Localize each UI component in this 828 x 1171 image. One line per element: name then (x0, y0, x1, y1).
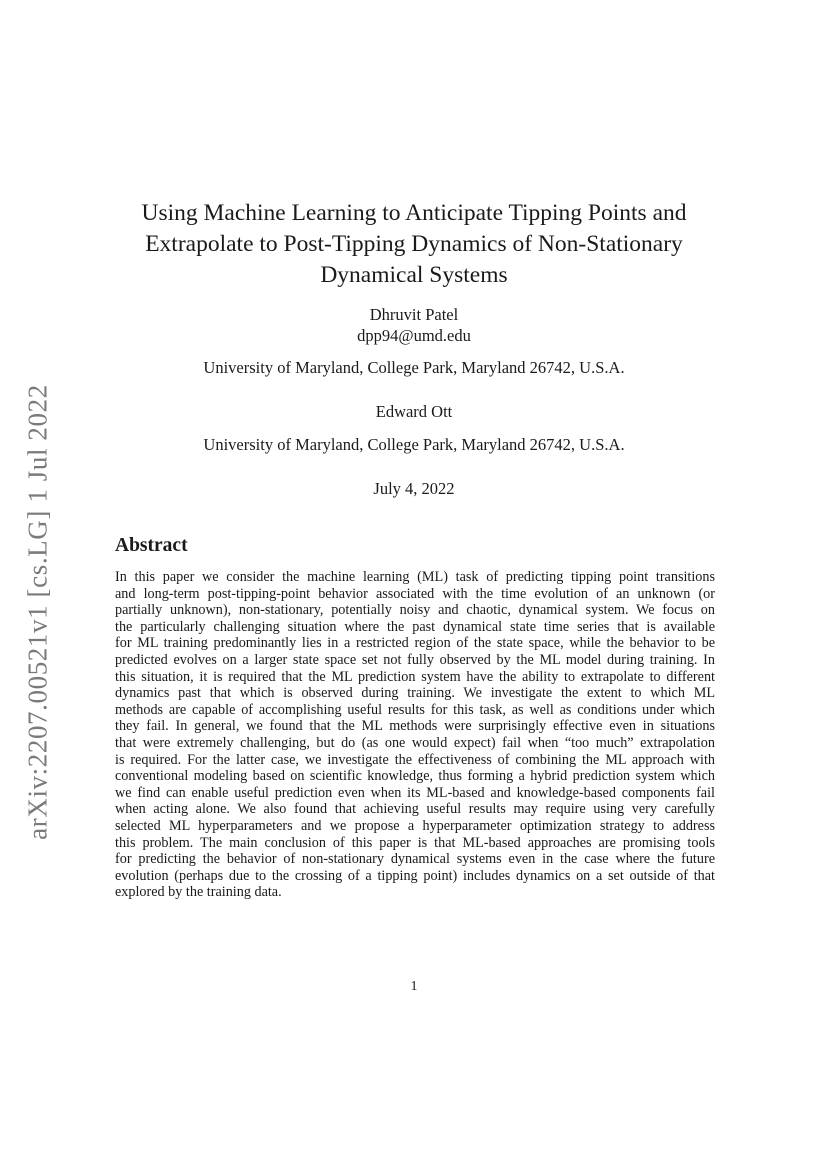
paper-title (114, 198, 714, 291)
abstract-line: that were extremely challenging, but do (as one would expect) fail when “too much” extrapolation (115, 734, 715, 751)
abstract-line: predicted evolves on a larger state space set not fully observed by the ML model during training. In (115, 651, 715, 668)
abstract-line: when acting alone. We also found that achieving useful results may require using very carefully (115, 801, 715, 818)
author-name: Dhruvit Patel (369, 305, 459, 324)
abstract-line: selected ML hyperparameters and we propose a hyperparameter optimization strategy to address (115, 817, 715, 834)
paper-date: July 4, 2022 (373, 479, 455, 498)
title-line: Using Machine Learning to Anticipate Tipping Points and (141, 200, 687, 226)
page-number: 1 (410, 979, 418, 994)
abstract-line: evolution (perhaps due to the crossing of a tipping point) includes dynamics on a set outside of that (115, 867, 715, 884)
abstract-line: dynamics past that which is observed during training. We investigate the extent to which ML (115, 685, 715, 702)
abstract-line: we find can enable useful prediction even when its ML-based and knowledge-based components fail (115, 784, 715, 801)
abstract-line: In this paper we consider the machine learning (ML) task of predicting tipping point transitions (115, 569, 715, 585)
abstract-line: for ML training predominantly lies in a restricted region of the state space, while the behavior to be (115, 635, 715, 652)
title-line: Extrapolate to Post-Tipping Dynamics of Non-Stationary (145, 231, 683, 257)
arxiv-identifier-stamp: arXiv:2207.00521v1 [cs.LG] 1 Jul 2022 (22, 384, 53, 840)
abstract-line: methods are capable of accomplishing useful results for this task, as well as conditions under which (115, 701, 715, 718)
abstract-line: is required. For the latter case, we investigate the effectiveness of combining the ML approach with (115, 751, 715, 768)
author-affiliation: University of Maryland, College Park, Maryland 26742, U.S.A. (203, 435, 625, 454)
title-line: Dynamical Systems (320, 262, 508, 288)
abstract-line: the particularly challenging situation where the past dynamical state time series that is available (115, 618, 715, 635)
abstract-line: this problem. The main conclusion of this paper is that ML-based approaches are promising tools (115, 834, 715, 851)
author-email: dpp94@umd.edu (357, 326, 471, 345)
author-name: Edward Ott (375, 402, 453, 421)
abstract-line: they fail. In general, we found that the ML methods were surprisingly effective even in situations (115, 718, 715, 735)
author-affiliation: University of Maryland, College Park, Maryland 26742, U.S.A. (203, 358, 625, 377)
abstract-line: and long-term post-tipping-point behavior associated with the time evolution of an unknown (or (115, 585, 715, 602)
abstract-body (115, 569, 715, 901)
abstract-line: explored by the training data. (115, 884, 282, 901)
abstract-line: conventional modeling based on scientific knowledge, thus forming a hybrid prediction system which (115, 768, 715, 785)
abstract-heading: Abstract (115, 535, 188, 556)
abstract-line: partially unknown), non-stationary, potentially noisy and chaotic, dynamical system. We focus on (115, 602, 715, 619)
abstract-line: this situation, it is required that the ML prediction system have the ability to extrapolate to different (115, 668, 715, 685)
abstract-line: for predicting the behavior of non-stationary dynamical systems even in the case where the future (115, 851, 715, 868)
